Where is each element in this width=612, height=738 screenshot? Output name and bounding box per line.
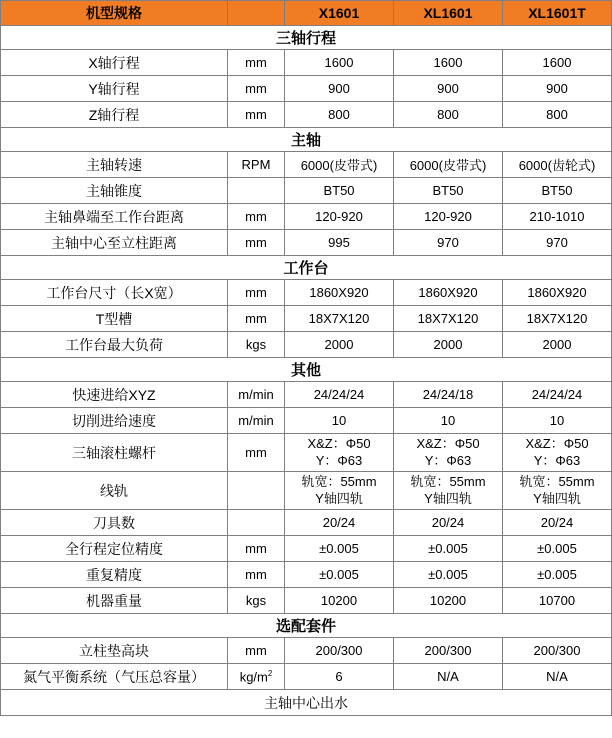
section-row [1,614,612,638]
row-value-1: 24/24/24 [285,382,394,408]
row-unit: m/min [228,408,285,434]
row-value-1: 10200 [285,588,394,614]
section-row [1,358,612,382]
row-value-2: 18X7X120 [394,306,503,332]
row-value-2: 1860X920 [394,280,503,306]
row-value-3: 10 [503,408,612,434]
row-unit: kgs [228,588,285,614]
section-title-4: 其他 [1,358,612,382]
row-value-3: N/A [503,664,612,690]
row-value-3: 970 [503,230,612,256]
row-name: 全行程定位精度 [1,536,228,562]
table-header-row [1,1,612,26]
row-name: 主轴转速 [1,152,228,178]
row-name: 主轴锥度 [1,178,228,204]
table-row [1,332,612,358]
row-name: Y轴行程 [1,76,228,102]
table-row [1,76,612,102]
row-value-2: 120-920 [394,204,503,230]
row-unit: $kg/m^2$ [228,664,285,690]
table-row [1,690,612,716]
row-value-2: 20/24 [394,510,503,536]
row-unit: mm [228,102,285,128]
row-name: 线轨 [1,472,228,510]
row-value-3: 10700 [503,588,612,614]
row-name: T型槽 [1,306,228,332]
table-row [1,230,612,256]
header-unit-label [228,1,285,26]
row-unit: mm [228,50,285,76]
row-value-3: ±0.005 [503,536,612,562]
row-value-1: 2000 [285,332,394,358]
row-name: 快速进给XYZ [1,382,228,408]
row-value-3: 900 [503,76,612,102]
row-value-3: 1860X920 [503,280,612,306]
row-value-3: BT50 [503,178,612,204]
table-row [1,510,612,536]
row-value-1: 10 [285,408,394,434]
row-value-1: BT50 [285,178,394,204]
row-name: 机器重量 [1,588,228,614]
section-title-1: 三轴行程 [1,26,612,50]
row-unit: RPM [228,152,285,178]
row-value-1: ±0.005 [285,562,394,588]
row-value-1: 200/300 [285,638,394,664]
row-value-3: 800 [503,102,612,128]
row-value-2: ±0.005 [394,536,503,562]
row-value-1: 1600 [285,50,394,76]
row-value-2: 轨宽：55mm Y轴四轨 [394,472,503,510]
row-unit: kgs [228,332,285,358]
section-row [1,256,612,280]
row-value-2: 800 [394,102,503,128]
row-unit [228,178,285,204]
row-value-1: 20/24 [285,510,394,536]
row-value-1: 900 [285,76,394,102]
row-value-1: 6000(皮带式) [285,152,394,178]
table-row [1,472,612,510]
row-unit [228,472,285,510]
row-name: X轴行程 [1,50,228,76]
row-unit [228,510,285,536]
row-value-3: 1600 [503,50,612,76]
row-unit: mm [228,562,285,588]
row-value-2: 970 [394,230,503,256]
row-value-1: 1860X920 [285,280,394,306]
table-row [1,50,612,76]
row-value-1: 120-920 [285,204,394,230]
table-row [1,204,612,230]
row-value-3: ±0.005 [503,562,612,588]
row-value-1: 995 [285,230,394,256]
row-value-3: 210-1010 [503,204,612,230]
row-value-1: 800 [285,102,394,128]
row-value-1: 18X7X120 [285,306,394,332]
section-title-2: 主轴 [1,128,612,152]
row-name: 三轴滚柱螺杆 [1,434,228,472]
row-unit: mm [228,536,285,562]
row-name: 主轴中心至立柱距离 [1,230,228,256]
table-row [1,536,612,562]
header-model-1: X1601 [285,1,394,26]
header-spec-label: 机型规格 [1,1,228,26]
row-value-3: 200/300 [503,638,612,664]
row-value-3: 20/24 [503,510,612,536]
table-row [1,562,612,588]
row-value-3: 24/24/24 [503,382,612,408]
table-row [1,664,612,690]
row-value-2: 10 [394,408,503,434]
row-name: 氮气平衡系统（气压总容量） [1,664,228,690]
row-value-3: X&Z：Φ50 Y：Φ63 [503,434,612,472]
table-row [1,638,612,664]
row-value-2: 200/300 [394,638,503,664]
section-row [1,128,612,152]
row-value-2: 24/24/18 [394,382,503,408]
row-unit: mm [228,204,285,230]
table-row [1,102,612,128]
table-row [1,408,612,434]
row-value-3: 轨宽：55mm Y轴四轨 [503,472,612,510]
row-name: 切削进给速度 [1,408,228,434]
row-name: 主轴鼻端至工作台距离 [1,204,228,230]
row-name: 立柱垫高块 [1,638,228,664]
row-unit: mm [228,434,285,472]
row-unit: mm [228,638,285,664]
row-value-1: 轨宽：55mm Y轴四轨 [285,472,394,510]
row-name: 工作台尺寸（长X宽） [1,280,228,306]
table-row [1,434,612,472]
row-value-1: 6 [285,664,394,690]
row-value-2: BT50 [394,178,503,204]
row-value-3: 2000 [503,332,612,358]
spec-table-body [1,1,612,716]
row-unit: mm [228,306,285,332]
section-title-5: 选配套件 [1,614,612,638]
row-value-2: 6000(皮带式) [394,152,503,178]
row-unit: mm [228,76,285,102]
row-unit: m/min [228,382,285,408]
row-value-2: 10200 [394,588,503,614]
table-row [1,152,612,178]
table-row [1,178,612,204]
row-value-2: X&Z：Φ50 Y：Φ63 [394,434,503,472]
row-value-2: 2000 [394,332,503,358]
row-value-1: X&Z：Φ50 Y：Φ63 [285,434,394,472]
row-value-3: 18X7X120 [503,306,612,332]
row-name: 重复精度 [1,562,228,588]
row-value-2: ±0.005 [394,562,503,588]
section-title-3: 工作台 [1,256,612,280]
row-name: 刀具数 [1,510,228,536]
section-row [1,26,612,50]
row-value-3: 6000(齿轮式) [503,152,612,178]
row-value-2: 900 [394,76,503,102]
header-model-2: XL1601 [394,1,503,26]
row-unit: mm [228,230,285,256]
row-name: 工作台最大负荷 [1,332,228,358]
table-row [1,588,612,614]
header-model-3: XL1601T [503,1,612,26]
table-row [1,382,612,408]
row-value-1: ±0.005 [285,536,394,562]
row-value-2: N/A [394,664,503,690]
row-name: Z轴行程 [1,102,228,128]
table-row [1,306,612,332]
row-unit: mm [228,280,285,306]
table-row [1,280,612,306]
row-value-2: 1600 [394,50,503,76]
row-name: 主轴中心出水 [1,690,612,716]
